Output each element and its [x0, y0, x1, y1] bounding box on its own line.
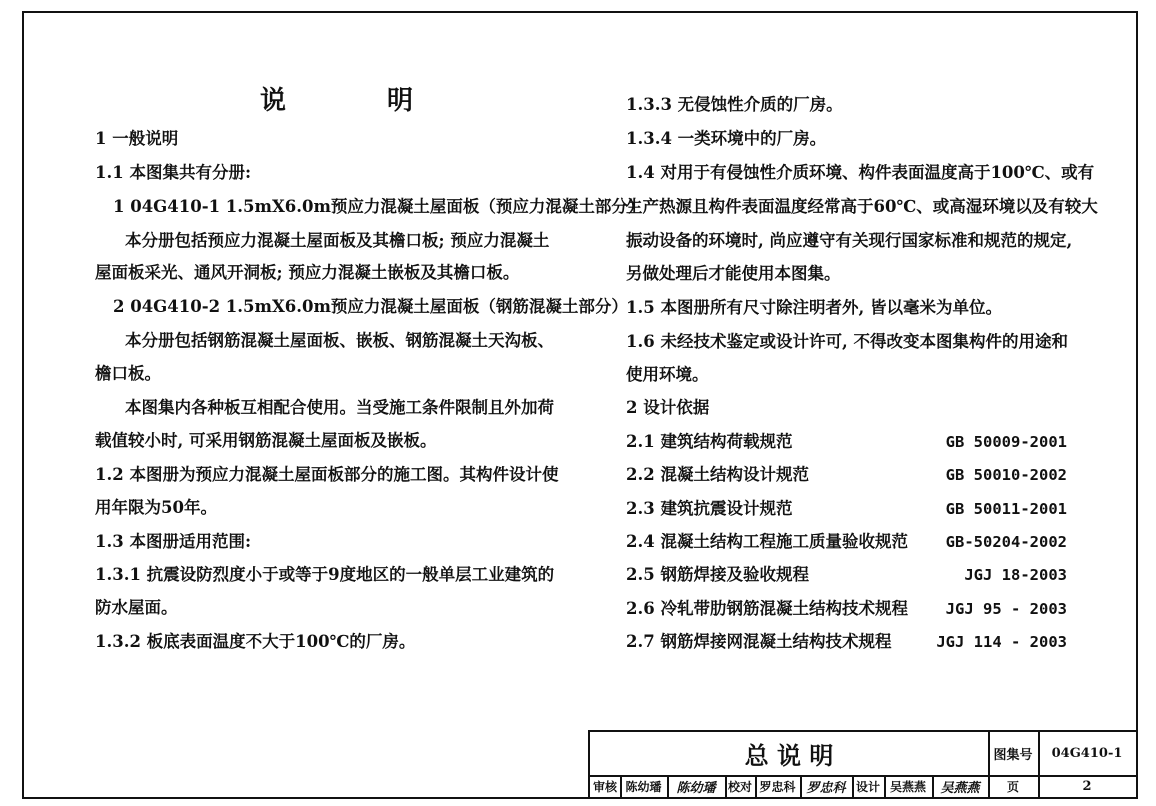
left-text-line: 1 04G410-1 1.5mX6.0m预应力混凝土屋面板（预应力混凝土部分）: [113, 197, 645, 216]
standard-name: 2.5 钢筋焊接及验收规程: [626, 565, 809, 585]
right-text-line: 1.4 对用于有侵蚀性介质环境、构件表面温度高于100℃、或有: [626, 163, 1095, 182]
left-text-line: 1.3.2 板底表面温度不大于100℃的厂房。: [95, 632, 416, 651]
standard-name: 2.4 混凝土结构工程施工质量验收规范: [626, 531, 908, 551]
standard-code: GB 50009-2001: [945, 433, 1067, 451]
right-text-line: 1.3.3 无侵蚀性介质的厂房。: [626, 95, 843, 114]
standard-code: GB-50204-2002: [945, 532, 1067, 551]
reviewer-signature: 陈幼璠: [676, 780, 716, 796]
right-text-line: 使用环境。: [626, 365, 709, 384]
left-text-line: 防水屋面。: [95, 598, 178, 617]
standard-name: 2.7 钢筋焊接网混凝土结构技术规程: [626, 631, 892, 651]
title-block: [588, 730, 1138, 799]
titleblock-title: 总 说 明: [744, 741, 834, 770]
reviewer-name: 陈幼璠: [625, 779, 662, 794]
atlas-number-label: 图集号: [993, 748, 1033, 763]
designer-signature: 吴燕燕: [940, 780, 980, 796]
left-text-line: 1.2 本图册为预应力混凝土屋面板部分的施工图。其构件设计使: [95, 465, 559, 484]
left-text-line: 1.1 本图集共有分册:: [95, 163, 252, 182]
standard-code: GB 50010-2002: [945, 466, 1067, 485]
left-text-line: 本分册包括钢筋混凝土屋面板、嵌板、钢筋混凝土天沟板、: [125, 331, 554, 350]
right-text-line: 另做处理后才能使用本图集。: [626, 264, 841, 283]
right-text-line: 1.6 未经技术鉴定或设计许可, 不得改变本图集构件的用途和: [626, 332, 1068, 351]
page-label: 页: [1006, 779, 1019, 794]
left-text-line: 1 一般说明: [95, 129, 179, 148]
right-text-line: 1.5 本图册所有尺寸除注明者外, 皆以毫米为单位。: [626, 298, 1002, 317]
review-label: 审核: [592, 779, 617, 794]
right-text-line: 1.3.4 一类环境中的厂房。: [626, 129, 827, 148]
right-text-line: 2 设计依据: [626, 398, 710, 417]
standard-name: 2.6 冷轧带肋钢筋混凝土结构技术规程: [626, 598, 908, 618]
check-label: 校对: [727, 779, 752, 794]
standard-name: 2.2 混凝土结构设计规范: [626, 465, 809, 485]
standard-code: JGJ 18-2003: [964, 566, 1067, 585]
left-text-line: 本图集内各种板互相配合使用。当受施工条件限制且外加荷: [125, 398, 554, 417]
standard-code: JGJ 95 - 2003: [945, 599, 1067, 618]
page-number: 2: [1082, 778, 1092, 794]
left-text-line: 1.3.1 抗震设防烈度小于或等于9度地区的一般单层工业建筑的: [95, 565, 555, 584]
standard-name: 2.1 建筑结构荷载规范: [626, 432, 793, 451]
checker-name: 罗忠科: [759, 779, 796, 794]
left-text-line: 载值较小时, 可采用钢筋混凝土屋面板及嵌板。: [95, 431, 437, 450]
left-text-line: 1.3 本图册适用范围:: [95, 532, 252, 551]
left-text-line: 用年限为50年。: [95, 498, 217, 517]
designer-name: 吴燕燕: [889, 779, 926, 794]
left-text-line: 屋面板采光、通风开洞板; 预应力混凝土嵌板及其檐口板。: [95, 263, 520, 282]
standard-name: 2.3 建筑抗震设计规范: [626, 498, 793, 518]
left-text-line: 2 04G410-2 1.5mX6.0m预应力混凝土屋面板（钢筋混凝土部分）: [113, 297, 628, 316]
atlas-number: 04G410-1: [1051, 746, 1123, 761]
right-text-line: 振动设备的环境时, 尚应遵守有关现行国家标准和规范的规定,: [626, 231, 1073, 250]
checker-signature: 罗忠科: [806, 780, 846, 796]
page-title: 说 明: [260, 86, 460, 116]
design-label: 设计: [855, 779, 880, 794]
standard-code: JGJ 114 - 2003: [936, 632, 1067, 651]
right-text-line: 生产热源且构件表面温度经常高于60℃、或高湿环境以及有较大: [626, 197, 1098, 216]
standard-code: GB 50011-2001: [945, 499, 1067, 518]
left-text-line: 檐口板。: [95, 364, 161, 383]
left-text-line: 本分册包括预应力混凝土屋面板及其檐口板; 预应力混凝土: [125, 231, 550, 250]
